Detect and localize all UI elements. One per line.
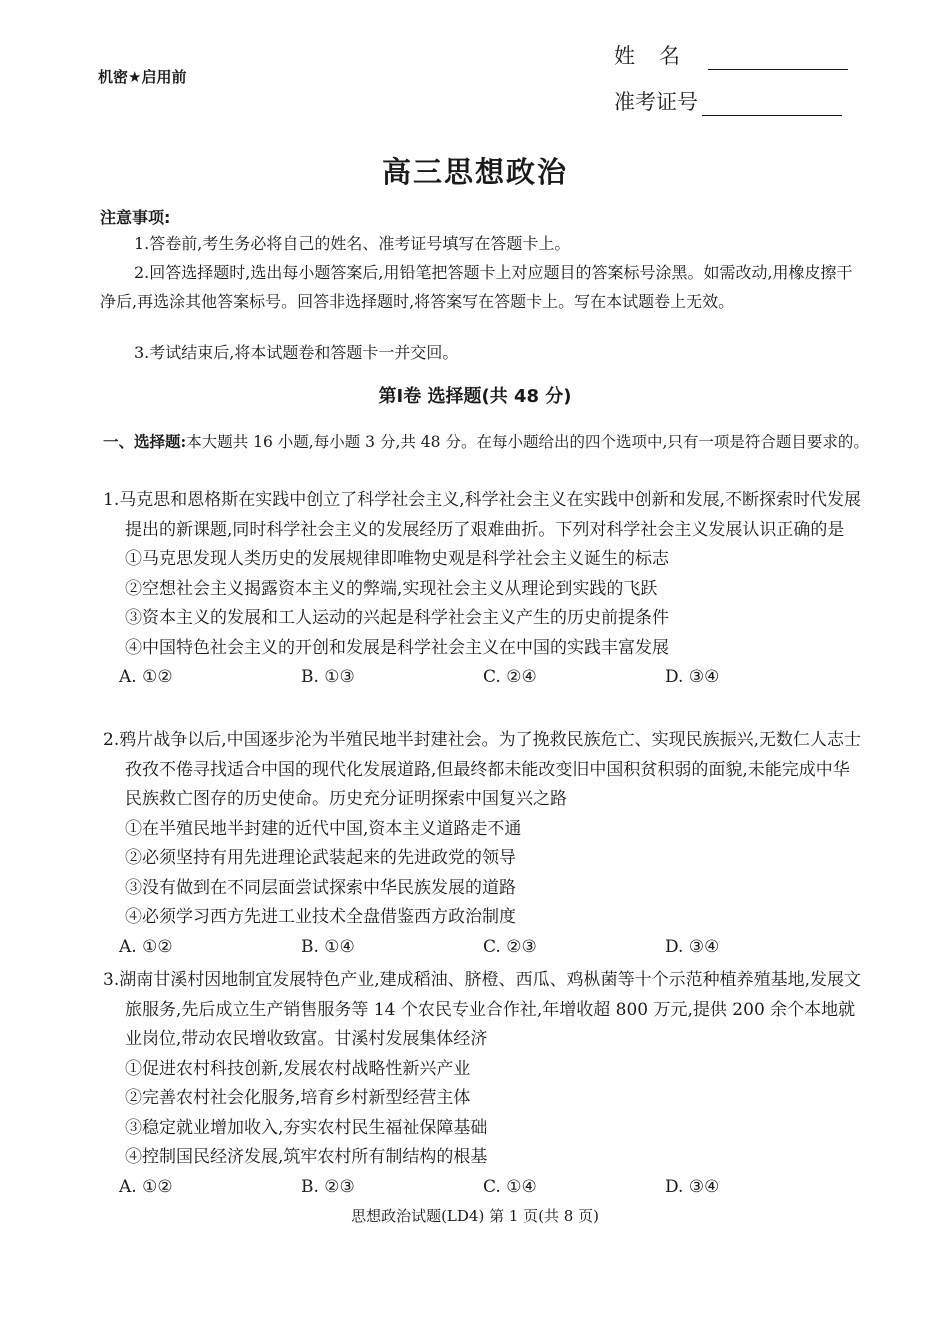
question-3 [103,966,863,1202]
option-b: B. ①③ [301,667,355,687]
question-statement: ①促进农村科技创新,发展农村战略性新兴产业 [125,1058,471,1079]
instruction-label: 一、选择题: [103,432,187,451]
question-2 [103,726,863,962]
option-c: C. ②③ [483,936,537,957]
option-d: D. ③④ [665,936,720,957]
question-statement: ②完善农村社会化服务,培育乡村新型经营主体 [125,1088,471,1108]
section-heading: 第Ⅰ卷 选择题(共 48 分) [378,386,572,407]
name-label: 姓名 [614,44,704,68]
answer-options [103,933,863,963]
question-statement: ②空想社会主义揭露资本主义的弊端,实现社会主义从理论到实践的飞跃 [125,578,658,599]
option-b: B. ①④ [301,936,355,957]
question-statement: ②必须坚持有用先进理论武装起来的先进政党的领导 [125,848,516,868]
option-c: C. ①④ [483,1176,537,1197]
option-b: B. ②③ [301,1176,355,1197]
answer-options [103,663,863,693]
name-field [614,40,848,70]
name-blank-line [708,49,848,70]
question-statement: ③稳定就业增加收入,夯实农村民生福祉保障基础 [125,1117,488,1138]
option-d: D. ③④ [665,1176,720,1197]
question-stem: 3.湖南甘溪村因地制宜发展特色产业,建成稻油、脐橙、西瓜、鸡枞菌等十个示范种植养殖基地,发展文旅服务,先后成立生产销售服务等 14 个农民专业合作社,年增收超 800 万元,提供 200 余个本地就业岗位,带动农民增收致富。甘溪村发展集体经济 [103,970,862,1049]
page-title: 高三思想政治 [381,155,568,189]
notice-item: 1.答卷前,考生务必将自己的姓名、准考证号填写在答题卡上。 [134,234,571,253]
question-stem: 2.鸦片战争以后,中国逐步沦为半殖民地半封建社会。为了挽救民族危亡、实现民族振兴,无数仁人志士孜孜不倦寻找适合中国的现代化发展道路,但最终都未能改变旧中国积贫积弱的面貌,未能完成中华民族救亡图存的历史使命。历史充分证明探索中国复兴之路 [103,730,862,809]
question-1 [103,486,863,693]
option-a: A. ①② [119,936,173,957]
instruction-text: 本大题共 16 小题,每小题 3 分,共 48 分。在每小题给出的四个选项中,只有一项是符合题目要求的。 [186,433,869,451]
question-statement: ④必须学习西方先进工业技术全盘借鉴西方政治制度 [125,907,516,927]
question-statement: ④控制国民经济发展,筑牢农村所有制结构的根基 [125,1147,488,1167]
notice-item: 3.考试结束后,将本试题卷和答题卡一并交回。 [134,343,459,362]
option-d: D. ③④ [665,667,720,687]
question-statement: ④中国特色社会主义的开创和发展是科学社会主义在中国的实践丰富发展 [125,637,669,658]
question-statement: ①马克思发现人类历史的发展规律即唯物史观是科学社会主义诞生的标志 [125,549,669,569]
secret-label: 机密★启用前 [98,68,187,86]
section-instruction [103,427,885,457]
exam-id-label: 准考证号 [614,90,698,114]
notice-heading: 注意事项: [100,208,171,227]
question-stem: 1.马克思和恩格斯在实践中创立了科学社会主义,科学社会主义在实践中创新和发展,不断探索时代发展提出的新课题,同时科学社会主义的发展经历了艰难曲折。下列对科学社会主义发展认识正确的是 [103,490,862,540]
notice-item: 2.回答选择题时,选出每小题答案后,用铅笔把答题卡上对应题目的答案标号涂黑。如需改动,用橡皮擦干净后,再选涂其他答案标号。回答非选择题时,将答案写在答题卡上。写在本试题卷上无效。 [100,263,853,311]
option-a: A. ①② [119,1176,173,1197]
question-statement: ③没有做到在不同层面尝试探索中华民族发展的道路 [125,877,516,898]
page-footer: 思想政治试题(LD4) 第 1 页(共 8 页) [351,1207,599,1225]
option-a: A. ①② [119,667,173,687]
option-c: C. ②④ [483,667,537,687]
exam-id-field [614,86,842,116]
question-statement: ③资本主义的发展和工人运动的兴起是科学社会主义产生的历史前提条件 [125,608,669,628]
question-statement: ①在半殖民地半封建的近代中国,资本主义道路走不通 [125,818,522,839]
exam-id-blank-line [702,95,842,116]
answer-options [103,1173,863,1203]
